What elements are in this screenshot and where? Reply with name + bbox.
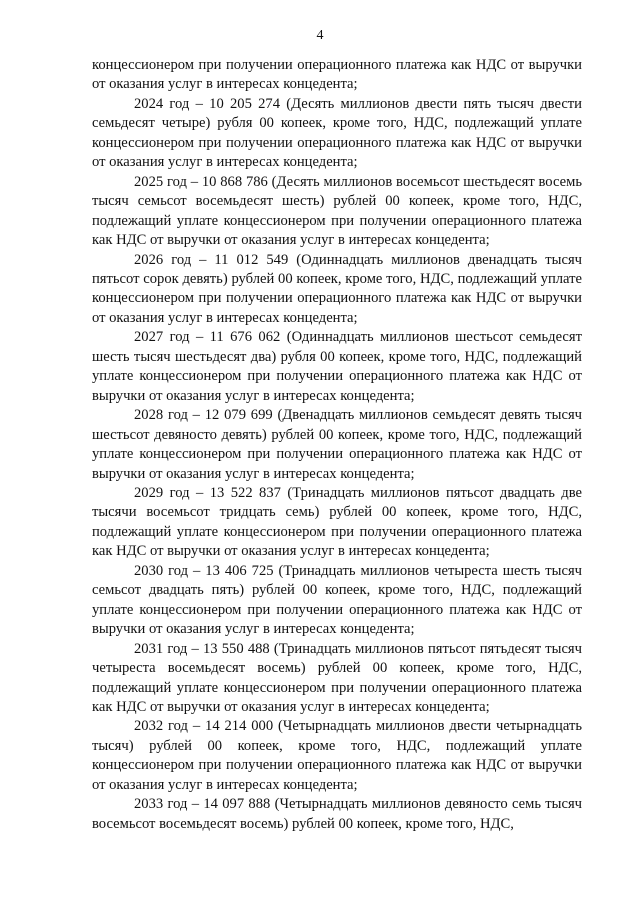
paragraph-year-2029: 2029 год – 13 522 837 (Тринадцать миллионов пятьсот двадцать две тысячи восемьсот тридцать семь) рублей 00 копеек, кроме того, НДС, подлежащий уплате концессионером при получении операционного платежа как НДС от выручки от оказания услуг в интересах концедента; bbox=[92, 484, 582, 560]
paragraph-year-2030: 2030 год – 13 406 725 (Тринадцать миллионов четыреста шесть тысяч семьсот двадцать пять) рублей 00 копеек, кроме того, НДС, подлежащий уплате концессионером при получении операционного платежа как НДС от выручки от оказания услуг в интересах концедента; bbox=[92, 562, 582, 638]
paragraph-year-2025: 2025 год – 10 868 786 (Десять миллионов восемьсот шестьдесят восемь тысяч семьсот восемьдесят шесть) рублей 00 копеек, кроме того, НДС, подлежащий уплате концессионером при получении операционного платежа как НДС от выручки от оказания услуг в интересах концедента; bbox=[92, 173, 582, 249]
paragraph-continuation: концессионером при получении операционного платежа как НДС от выручки от оказания услуг в интересах концедента; bbox=[92, 57, 582, 93]
paragraph-year-2033: 2033 год – 14 097 888 (Четырнадцать миллионов девяносто семь тысяч восемьсот восемьдесят восемь) рублей 00 копеек, кроме того, НДС, bbox=[92, 796, 582, 832]
paragraph-year-2032: 2032 год – 14 214 000 (Четырнадцать миллионов двести четырнадцать тысяч) рублей 00 копеек, кроме того, НДС, подлежащий уплате концессионером при получении операционного платежа как НДС от выручки от оказания услуг в интересах концедента; bbox=[92, 718, 582, 793]
document-body bbox=[92, 56, 582, 834]
page-number: 4 bbox=[316, 28, 324, 43]
paragraph-year-2027: 2027 год – 11 676 062 (Одиннадцать миллионов шестьсот семьдесят шесть тысяч шестьдесят два) рубля 00 копеек, кроме того, НДС, подлежащий уплате концессионером при получении операционного платежа как НДС от выручки от оказания услуг в интересах концедента; bbox=[92, 329, 582, 404]
paragraph-year-2024: 2024 год – 10 205 274 (Десять миллионов двести пять тысяч двести семьдесят четыре) рубля 00 копеек, кроме того, НДС, подлежащий уплате концессионером при получении операционного платежа как НДС от выручки от оказания услуг в интересах концедента; bbox=[92, 95, 582, 171]
paragraph-year-2026: 2026 год – 11 012 549 (Одиннадцать миллионов двенадцать тысяч пятьсот сорок девять) рублей 00 копеек, кроме того, НДС, подлежащий уплате концессионером при получении операционного платежа как НДС от выручки от оказания услуг в интересах концедента; bbox=[92, 251, 582, 326]
paragraph-year-2028: 2028 год – 12 079 699 (Двенадцать миллионов семьдесят девять тысяч шестьсот девяносто девять) рублей 00 копеек, кроме того, НДС, подлежащий уплате концессионером при получении операционного платежа как НДС от выручки от оказания услуг в интересах концедента; bbox=[92, 407, 582, 482]
paragraph-year-2031: 2031 год – 13 550 488 (Тринадцать миллионов пятьсот пятьдесят тысяч четыреста восемьдесят восемь) рублей 00 копеек, кроме того, НДС, подлежащий уплате концессионером при получении операционного платежа как НДС от выручки от оказания услуг в интересах концедента; bbox=[92, 640, 582, 715]
